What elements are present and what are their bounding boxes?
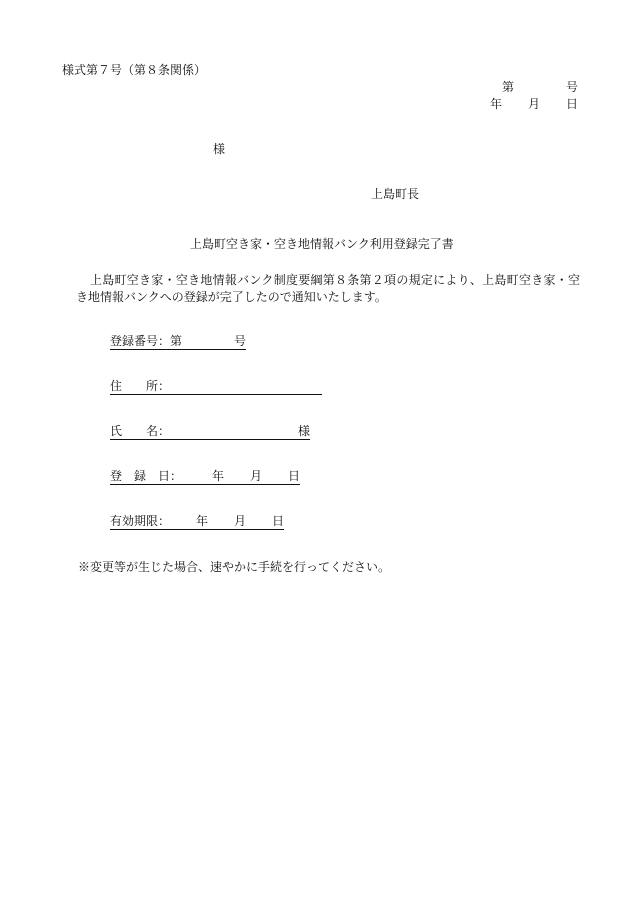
name-field — [110, 424, 310, 440]
registration-number-row — [110, 334, 246, 350]
notice-text: ※変更等が生じた場合、速やかに手続を行ってください。 — [78, 560, 391, 574]
registration-date-row — [110, 469, 300, 485]
form-number-label: 様式第７号（第８条関係） — [62, 63, 207, 77]
address-label: 住 所： — [110, 379, 171, 393]
expiry-field — [110, 514, 284, 530]
issue-date-month: 月 — [528, 97, 541, 111]
registration-date-year: 年 — [212, 469, 225, 483]
registration-number-label: 登録番号： — [110, 334, 171, 348]
document-number-suffix: 号 — [566, 80, 579, 94]
body-paragraph: 上島町空き家・空き地情報バンク制度要綱第８条第２項の規定により、上島町空き家・空き地情報バンクへの登録が完了したので通知いたします。 — [76, 273, 580, 304]
address-row — [110, 379, 322, 395]
registration-date-field — [110, 469, 300, 485]
registration-date-day: 日 — [288, 469, 301, 483]
issuer-title: 上島町長 — [371, 187, 420, 201]
name-suffix: 様 — [298, 424, 311, 438]
expiry-year: 年 — [196, 514, 209, 528]
recipient-honorific: 様 — [213, 142, 226, 156]
expiry-row — [110, 514, 284, 530]
name-row — [110, 424, 310, 440]
expiry-label: 有効期限： — [110, 514, 171, 528]
registration-date-label: 登 録 日： — [110, 469, 183, 483]
address-field — [110, 379, 322, 395]
registration-number-prefix: 第 — [170, 334, 183, 348]
expiry-day: 日 — [272, 514, 285, 528]
registration-date-month: 月 — [250, 469, 263, 483]
registration-number-suffix: 号 — [234, 334, 247, 348]
expiry-month: 月 — [234, 514, 247, 528]
document-title: 上島町空き家・空き地情報バンク利用登録完了書 — [190, 237, 454, 251]
registration-number-field — [110, 334, 246, 350]
document-number-prefix: 第 — [502, 80, 515, 94]
issue-date-day: 日 — [566, 97, 579, 111]
issue-date-year: 年 — [490, 97, 503, 111]
name-label: 氏 名： — [110, 424, 171, 438]
